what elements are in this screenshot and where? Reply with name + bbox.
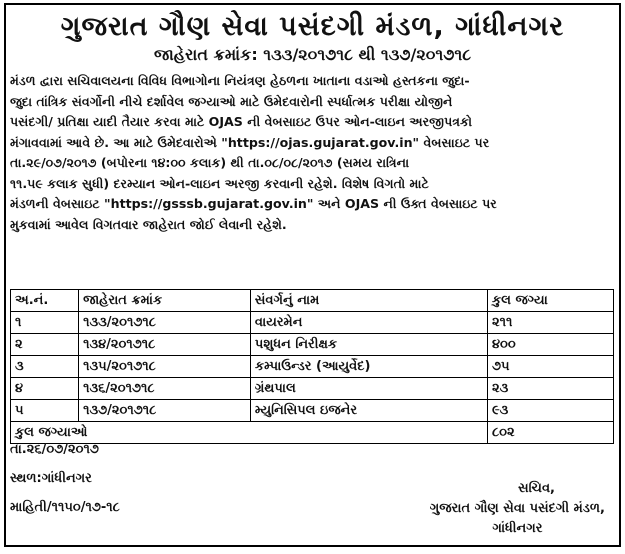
footer-details [10,435,120,522]
advertisement-number: જાહેરાત ક્રમાંક: ૧૩૩/૨૦૧૭૧૮ થી ૧૩૭/૨૦૧૭૧૮ [154,45,471,64]
cell-serial: ૧ [11,312,79,334]
advertisement-notice [4,3,621,547]
signatory-city: ગાંધીનગર [492,521,543,536]
column-header-cadre: સંવર્ગનું નામ [250,290,487,312]
cell-adv-no: ૧૩૭/૨૦૧૭૧૮ [79,400,251,422]
cell-serial: ૪ [11,378,79,400]
notice-place: સ્થળ:ગાંધીનગર [10,471,92,486]
signatory-title: સચિવ, [518,481,555,496]
column-header-total-posts: કુલ જગ્યા [487,290,613,312]
info-number: માહિતી/૧૧૫૦/૧૭-૧૮ [10,500,120,515]
table-row [11,356,614,378]
cell-adv-no: ૧૩૬/૨૦૧૭૧૮ [79,378,251,400]
cell-posts: ૯૩ [487,400,613,422]
cell-cadre: ગ્રંથપાલ [250,378,487,400]
cell-serial: ૫ [11,400,79,422]
body-line: જુદા તાંત્રિક સંવર્ગોની નીચે દર્શાવેલ જગ્યાઓ માટે ઉમેદવારોની સ્પર્ધાત્મક પરીક્ષા યોજીને [10,93,453,109]
posts-table [10,289,614,444]
cell-adv-no: ૧૩૪/૨૦૧૭૧૮ [79,334,251,356]
cell-serial: ૨ [11,334,79,356]
cell-adv-no: ૧૩૫/૨૦૧૭૧૮ [79,356,251,378]
cell-serial: ૩ [11,356,79,378]
cell-posts: ૭૫ [487,356,613,378]
body-line: મંગાવવામાં આવે છે. આ માટે ઉમેદવારોએ "https://ojas.gujarat.gov.in" વેબસાઇટ પર [10,134,490,150]
cell-posts: ૪૦૦ [487,334,613,356]
body-line: તા.૨૯/૦૭/૨૦૧૭ (બપોરના ૧૪:૦૦ કલાક) થી તા.૦૮/૦૮/૨૦૧૭ (સમય રાત્રિના [10,155,410,170]
cell-cadre: મ્યુનિસિપલ ઇજનેર [250,400,487,422]
table-row [11,378,614,400]
cell-cadre: વાયરમેન [250,312,487,334]
table-row [11,400,614,422]
notice-date: તા.૨૬/૦૭/૨૦૧૭ [10,442,99,457]
cell-cadre: કમ્પાઉન્ડર (આયુર્વેદ) [250,356,487,378]
cell-posts: ૨૩ [487,378,613,400]
body-line: મંડળ દ્વારા સચિવાલયના વિવિધ વિભાગોના નિયંત્રણ હેઠળના ખાતાના વડાઓ હસ્તકના જુદા- [10,73,470,88]
notice-body [10,71,615,235]
cell-posts: ૨૧૧ [487,312,613,334]
body-line: ૧૧.૫૯ કલાક સુધી) દરમ્યાન ઓન-લાઇન અરજી કરવાની રહેશે. વિશેષ વિગતો માટે [10,175,429,191]
body-line: મંડળની વેબસાઇટ "https://gsssb.gujarat.gov.in" અને OJAS ની ઉક્ત વેબસાઇટ પર [10,196,497,211]
table-row [11,312,614,334]
table-header-row [11,290,614,312]
total-label: કુલ જગ્યાઓ [11,422,488,444]
body-line: પસંદગી/ પ્રતિક્ષા યાદી તૈયાર કરવા માટે OJAS ની વેબસાઇટ ઉપર ઓન-લાઇન અરજીપત્રકો [10,114,473,129]
cell-cadre: પશુધન નિરીક્ષક [250,334,487,356]
signature-block [430,479,605,539]
cell-adv-no: ૧૩૩/૨૦૧૭૧૮ [79,312,251,334]
column-header-adv-no: જાહેરાત ક્રમાંક [79,290,251,312]
table-row [11,334,614,356]
total-value: ૮૦૨ [487,422,613,444]
page-title: ગુજરાત ગૌણ સેવા પસંદગી મંડળ, ગાંધીનગર [60,11,565,42]
column-header-serial: અ.નં. [11,290,79,312]
body-line: મુકવામાં આવેલ વિગતવાર જાહેરાત જોઈ લેવાની રહેશે. [10,216,287,232]
signatory-organization: ગુજરાત ગૌણ સેવા પસંદગી મંડળ, [429,501,605,516]
